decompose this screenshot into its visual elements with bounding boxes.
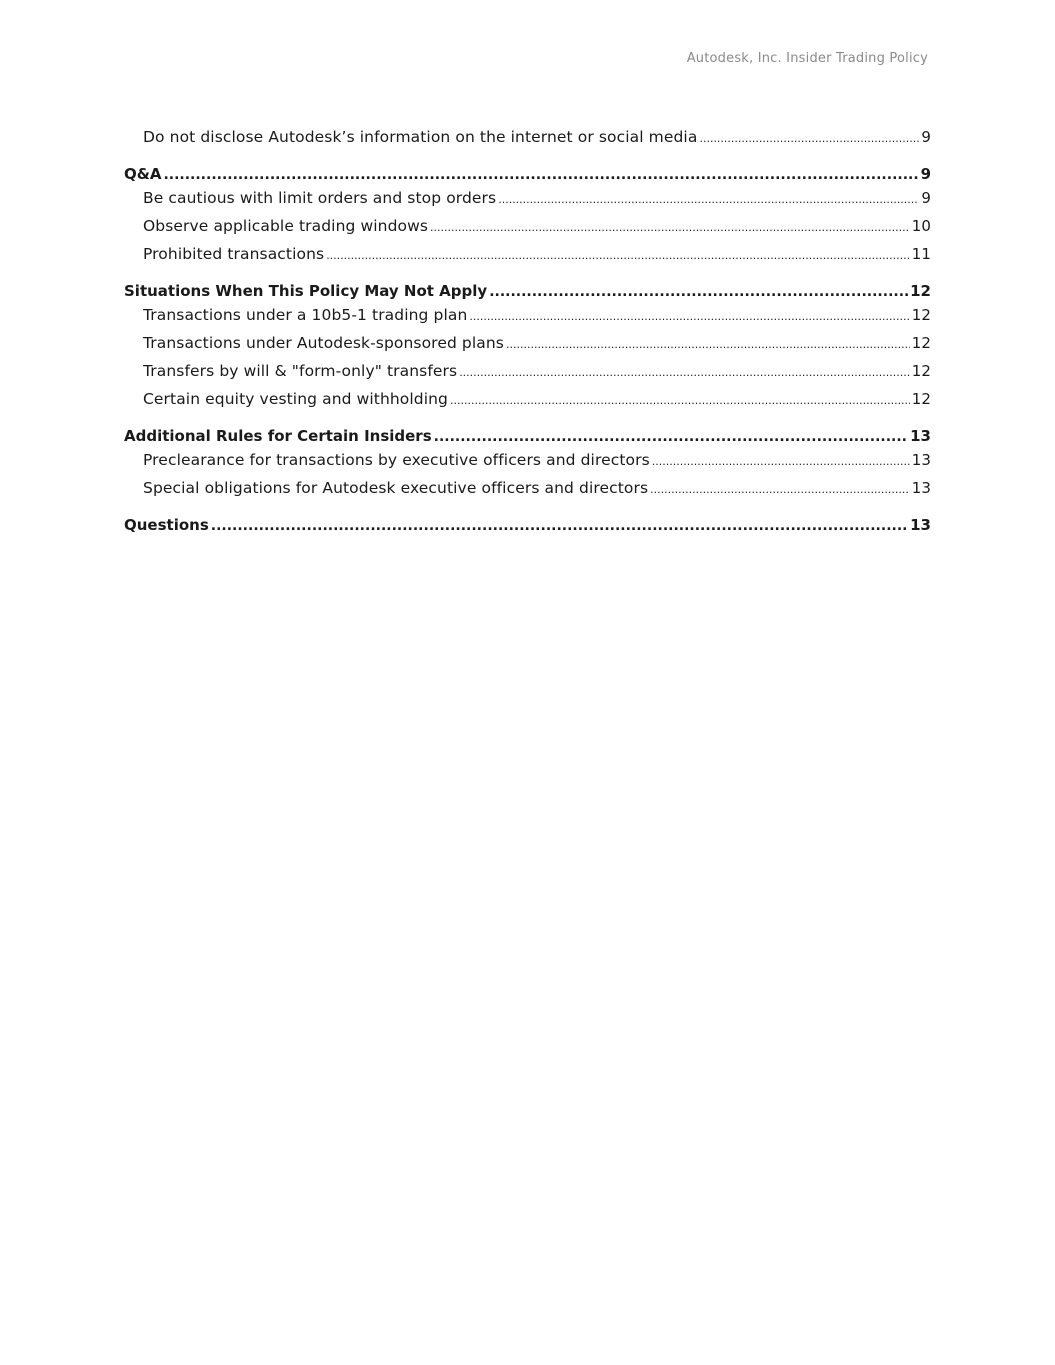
toc-section-qa[interactable] — [124, 162, 931, 186]
toc-page-number: 10 — [911, 217, 931, 235]
toc-page-number: 13 — [911, 451, 931, 469]
toc-entry-label: Do not disclose Autodesk’s information on the internet or social media — [143, 128, 698, 146]
toc-entry-label: Special obligations for Autodesk executive officers and directors — [143, 479, 649, 497]
toc-leader-dots — [650, 476, 910, 500]
toc-section-label: Q&A — [124, 165, 162, 183]
toc-page-number: 13 — [911, 479, 931, 497]
toc-entry-social-media[interactable] — [124, 125, 931, 149]
toc-entry-preclearance[interactable] — [124, 448, 931, 472]
toc-page-number: 12 — [910, 282, 931, 300]
toc-entry-label: Be cautious with limit orders and stop orders — [143, 189, 497, 207]
page-header: Autodesk, Inc. Insider Trading Policy — [686, 51, 928, 66]
toc-page-number: 9 — [921, 128, 931, 146]
toc-section-label: Situations When This Policy May Not Apply — [124, 282, 488, 300]
toc-page-number: 11 — [911, 245, 931, 263]
toc-section-label: Questions — [124, 516, 209, 534]
toc-entry-sponsored-plans[interactable] — [124, 331, 931, 355]
toc-leader-dots — [652, 448, 910, 472]
toc-leader-dots — [450, 387, 910, 411]
toc-entry-label: Transactions under a 10b5-1 trading plan — [143, 306, 468, 324]
toc-entry-label: Certain equity vesting and withholding — [143, 390, 448, 408]
toc-leader-dots — [211, 513, 908, 537]
toc-page-number: 12 — [911, 334, 931, 352]
toc-page-number: 12 — [911, 390, 931, 408]
toc-page-number: 9 — [921, 189, 931, 207]
toc-leader-dots — [506, 331, 910, 355]
toc-leader-dots — [434, 424, 908, 448]
toc-leader-dots — [163, 162, 918, 186]
toc-section-additional-rules[interactable] — [124, 424, 931, 448]
toc-entry-limit-orders[interactable] — [124, 186, 931, 210]
toc-entry-transfers-by-will[interactable] — [124, 359, 931, 383]
toc-leader-dots — [326, 242, 910, 266]
toc-leader-dots — [459, 359, 910, 383]
toc-entry-prohibited-transactions[interactable] — [124, 242, 931, 266]
toc-entry-label: Prohibited transactions — [143, 245, 325, 263]
toc-entry-label: Transactions under Autodesk-sponsored plans — [143, 334, 504, 352]
toc-leader-dots — [489, 279, 908, 303]
toc-entry-equity-vesting[interactable] — [124, 387, 931, 411]
toc-section-label: Additional Rules for Certain Insiders — [124, 427, 432, 445]
toc-entry-label: Transfers by will & "form-only" transfers — [143, 362, 458, 380]
toc-leader-dots — [699, 125, 919, 149]
toc-entry-label: Observe applicable trading windows — [143, 217, 429, 235]
toc-page-number: 13 — [910, 427, 931, 445]
toc-leader-dots — [430, 214, 910, 238]
table-of-contents — [124, 125, 931, 537]
toc-entry-label: Preclearance for transactions by executive officers and directors — [143, 451, 650, 469]
toc-section-questions[interactable] — [124, 513, 931, 537]
toc-leader-dots — [469, 303, 909, 327]
toc-entry-trading-windows[interactable] — [124, 214, 931, 238]
toc-section-situations[interactable] — [124, 279, 931, 303]
toc-entry-special-obligations[interactable] — [124, 476, 931, 500]
toc-page-number: 13 — [910, 516, 931, 534]
toc-page-number: 12 — [911, 306, 931, 324]
toc-page-number: 12 — [911, 362, 931, 380]
toc-leader-dots — [498, 186, 919, 210]
toc-page-number: 9 — [920, 165, 931, 183]
toc-entry-10b5-1-plan[interactable] — [124, 303, 931, 327]
